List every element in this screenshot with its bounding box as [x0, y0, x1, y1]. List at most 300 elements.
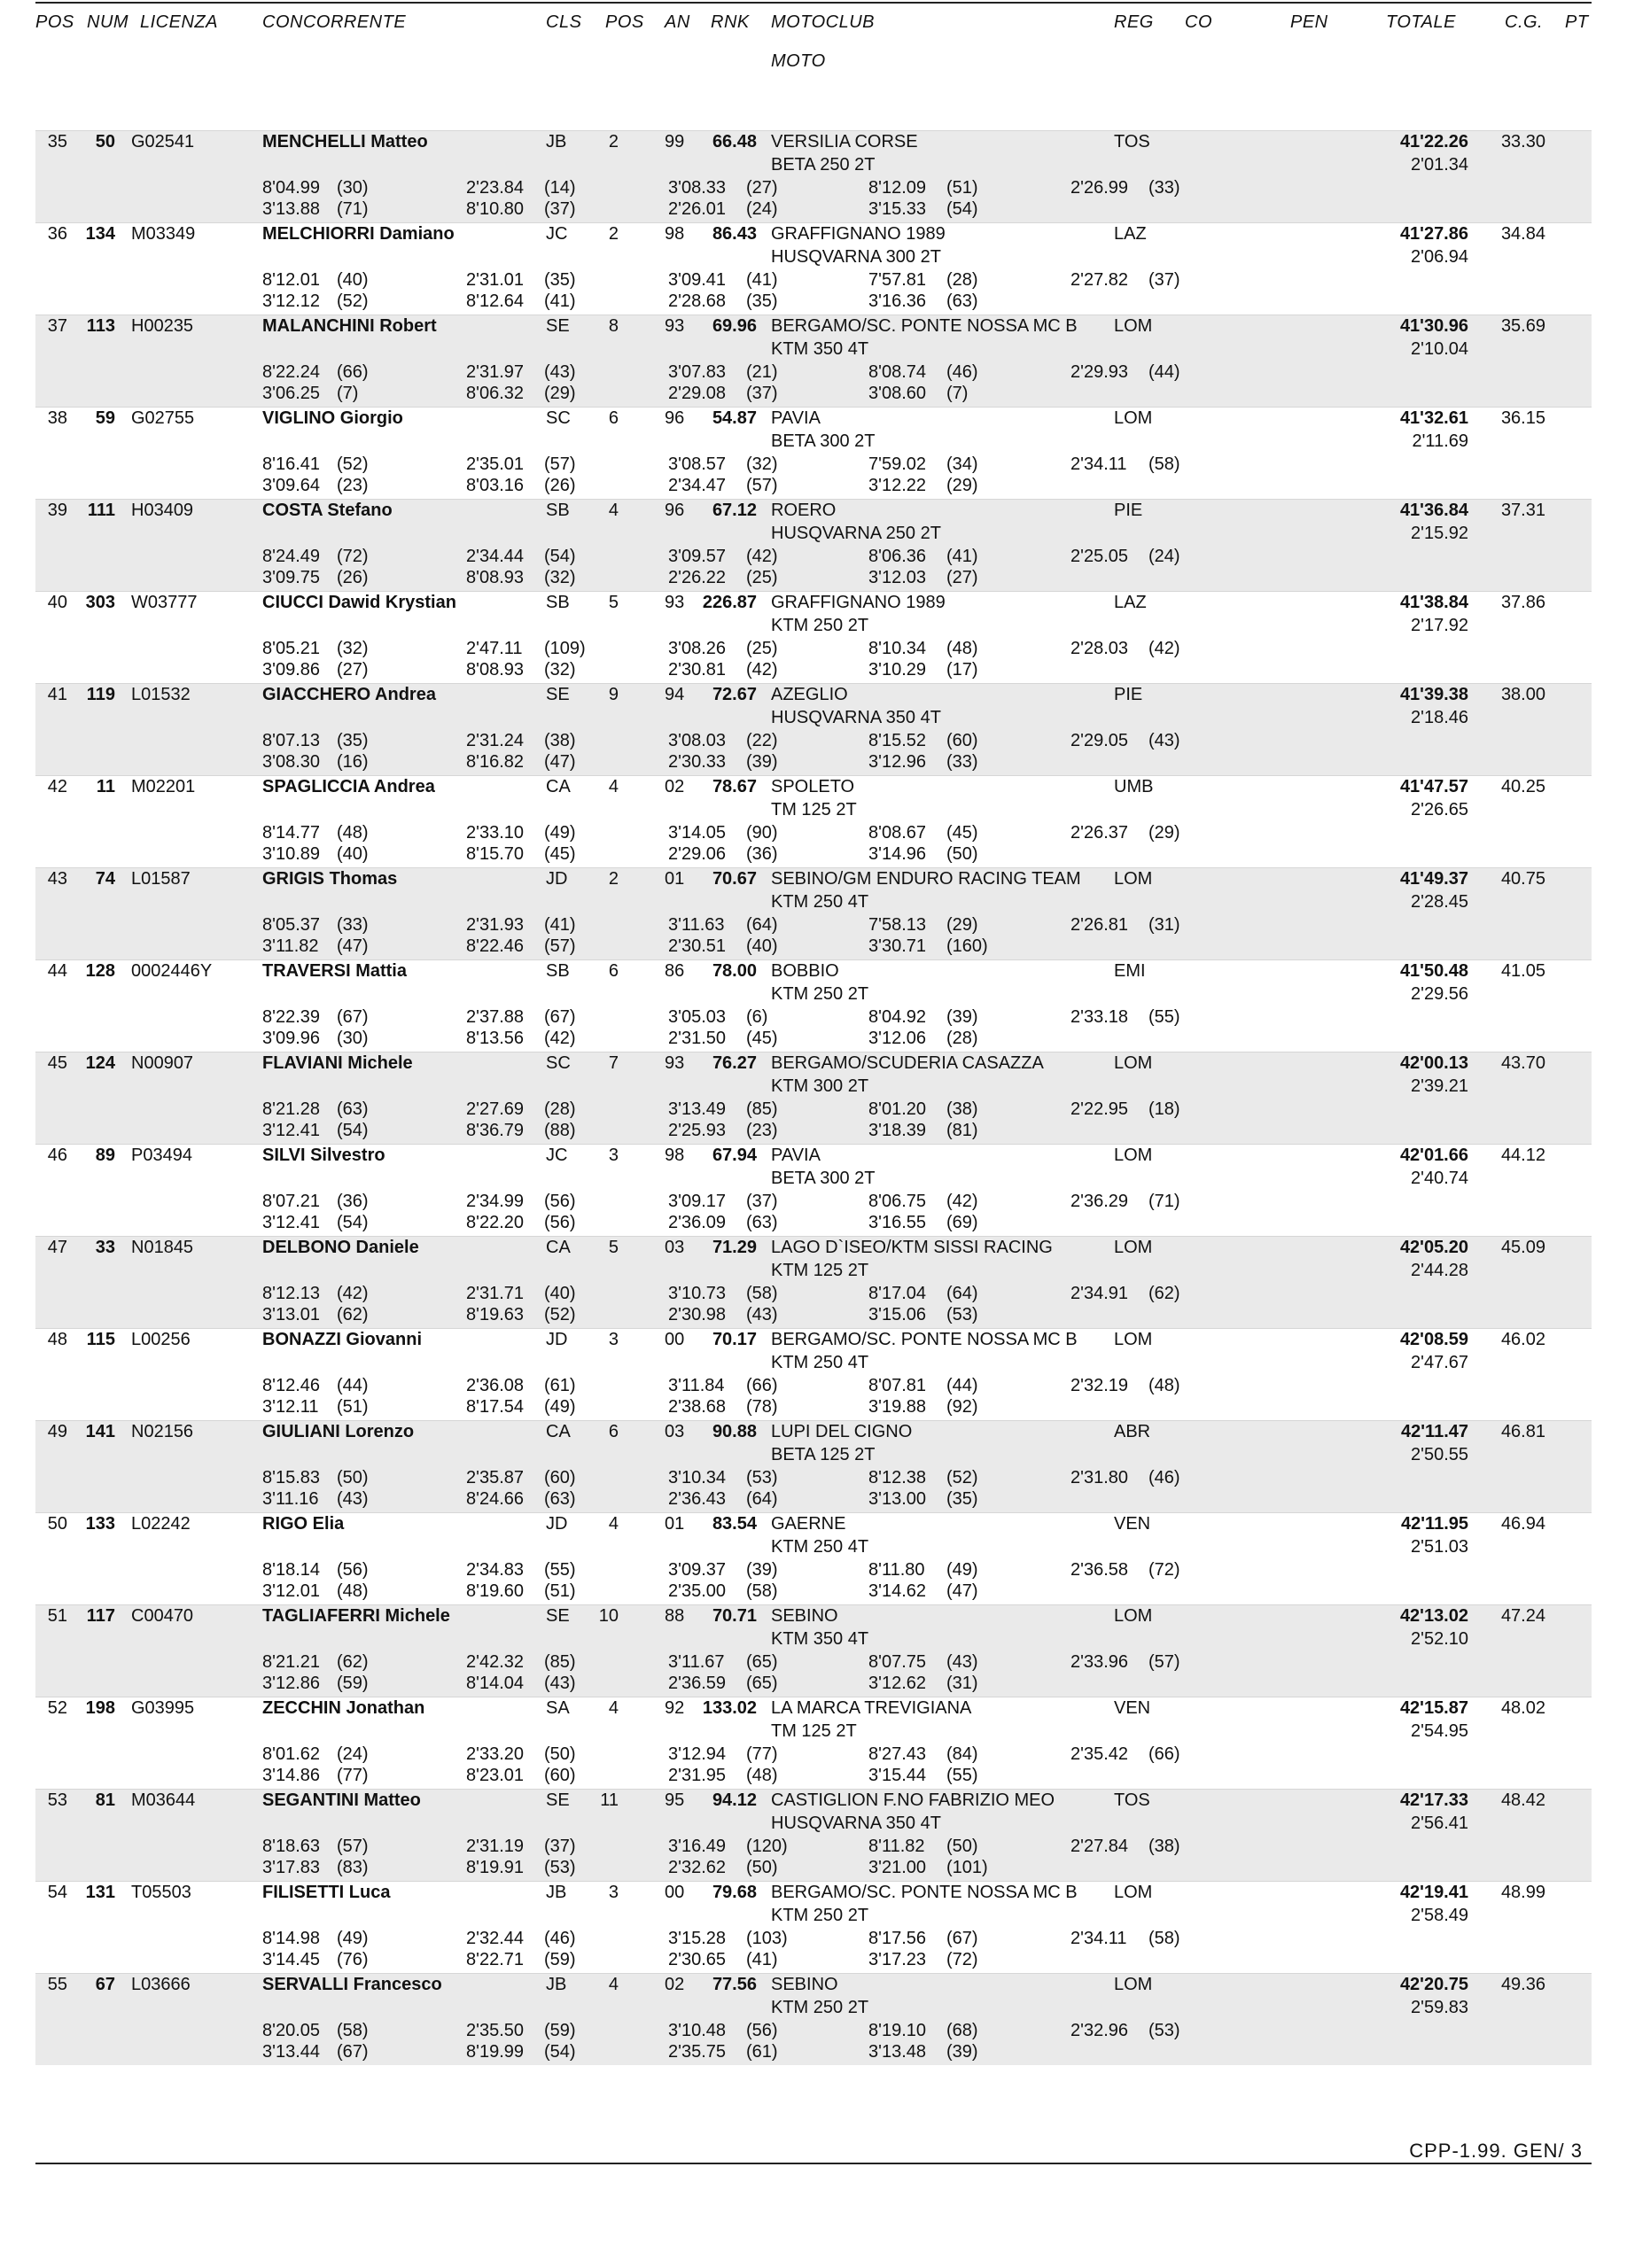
entry-name: FLAVIANI Michele — [262, 1053, 413, 1073]
entry-num: 11 — [96, 777, 115, 796]
split-rank: (101) — [946, 1858, 988, 1877]
entry-num: 59 — [95, 408, 115, 428]
entry-name: DELBONO Daniele — [262, 1238, 419, 1257]
entry-year: 02 — [665, 777, 685, 796]
entry-main-line — [0, 1422, 1627, 1445]
result-entry — [0, 499, 1627, 591]
entry-rank: 77.56 — [712, 1975, 757, 1994]
split-rank: (44) — [946, 1376, 978, 1395]
entry-class: SB — [546, 501, 570, 520]
split-rank: (21) — [746, 362, 778, 382]
entry-name: COSTA Stefano — [262, 501, 393, 520]
entry-cg: 38.00 — [1500, 685, 1545, 704]
entry-total: 41'38.84 — [1399, 593, 1468, 612]
entry-num: 89 — [95, 1146, 115, 1165]
entry-moto-line — [0, 616, 1627, 639]
entry-rank: 67.94 — [712, 1146, 757, 1165]
split-rank: (48) — [337, 1581, 369, 1601]
split-times-line-2 — [0, 199, 1627, 222]
entry-motoclub: BERGAMO/SC. PONTE NOSSA MC B — [771, 316, 1078, 336]
col-motoclub: MOTOCLUB — [771, 12, 875, 32]
split-time: 2'26.22 — [668, 568, 726, 587]
split-time: 3'17.23 — [868, 1950, 926, 1969]
split-time: 8'17.56 — [868, 1929, 926, 1948]
entry-rank: 71.29 — [712, 1238, 757, 1257]
entry-total: 42'01.66 — [1399, 1146, 1468, 1165]
split-rank: (32) — [544, 660, 576, 680]
split-time: 3'10.48 — [668, 2021, 726, 2040]
entry-total: 42'17.33 — [1399, 1790, 1468, 1810]
entry-rank: 76.27 — [712, 1053, 757, 1073]
entry-main-line — [0, 316, 1627, 339]
split-time: 2'28.03 — [1070, 639, 1128, 658]
entry-rank: 66.48 — [712, 132, 757, 151]
entry-rank: 78.00 — [712, 961, 757, 981]
entry-pos: 38 — [47, 408, 67, 428]
entry-rank: 133.02 — [702, 1698, 757, 1718]
split-rank: (34) — [946, 454, 978, 474]
split-rank: (57) — [1148, 1652, 1180, 1672]
split-rank: (58) — [746, 1581, 778, 1601]
entry-rank: 67.12 — [712, 501, 757, 520]
split-time: 3'12.01 — [262, 1581, 320, 1601]
entry-main-line — [0, 961, 1627, 984]
entry-main-line — [0, 1883, 1627, 1906]
entry-total: 42'11.47 — [1401, 1422, 1468, 1441]
split-time: 3'21.00 — [868, 1858, 926, 1877]
split-time: 2'36.58 — [1070, 1560, 1128, 1580]
split-rank: (28) — [544, 1099, 576, 1119]
split-rank: (32) — [544, 568, 576, 587]
split-rank: (25) — [746, 568, 778, 587]
split-times-line-2 — [0, 844, 1627, 867]
entry-total: 42'13.02 — [1399, 1606, 1468, 1626]
split-time: 8'17.54 — [466, 1397, 524, 1417]
entry-main-line — [0, 1238, 1627, 1261]
entry-motoclub: SEBINO — [771, 1606, 838, 1626]
split-time: 2'31.80 — [1070, 1468, 1128, 1487]
split-rank: (57) — [544, 936, 576, 956]
split-rank: (35) — [544, 270, 576, 290]
split-time: 3'11.63 — [668, 915, 725, 935]
result-entry — [0, 1697, 1627, 1789]
split-rank: (83) — [337, 1858, 369, 1877]
col-rnk: RNK — [711, 12, 750, 32]
entry-gap: 2'52.10 — [1411, 1629, 1468, 1649]
entry-moto-line — [0, 1353, 1627, 1376]
entry-moto: TM 125 2T — [771, 1721, 857, 1741]
split-rank: (50) — [544, 1744, 576, 1764]
split-rank: (52) — [946, 1468, 978, 1487]
split-rank: (50) — [337, 1468, 369, 1487]
split-rank: (45) — [544, 844, 576, 864]
entry-gap: 2'39.21 — [1411, 1076, 1468, 1096]
entry-class-pos: 3 — [608, 1146, 619, 1165]
split-times-line-2 — [0, 660, 1627, 683]
split-times-line-1 — [0, 1468, 1627, 1491]
split-time: 3'06.25 — [262, 384, 320, 403]
entry-motoclub: VERSILIA CORSE — [771, 132, 918, 151]
entry-gap: 2'47.67 — [1411, 1353, 1468, 1372]
split-times-line-2 — [0, 1674, 1627, 1697]
split-time: 2'36.08 — [466, 1376, 524, 1395]
entry-gap: 2'51.03 — [1411, 1537, 1468, 1557]
column-header-row — [0, 12, 1627, 39]
split-time: 8'22.46 — [466, 936, 524, 956]
entry-region: EMI — [1114, 961, 1146, 981]
split-rank: (77) — [746, 1744, 778, 1764]
split-rank: (52) — [544, 1305, 576, 1324]
entry-gap: 2'15.92 — [1411, 524, 1468, 543]
result-entry — [0, 130, 1627, 222]
split-rank: (60) — [544, 1468, 576, 1487]
entry-moto-line — [0, 155, 1627, 178]
entry-moto-line — [0, 524, 1627, 547]
split-times-line-1 — [0, 362, 1627, 385]
split-times-line-2 — [0, 936, 1627, 959]
split-time: 8'12.13 — [262, 1284, 320, 1303]
split-rank: (65) — [746, 1652, 778, 1672]
entry-moto-line — [0, 708, 1627, 731]
split-rank: (43) — [1148, 731, 1180, 750]
split-time: 2'35.01 — [466, 454, 524, 474]
split-times-line-2 — [0, 476, 1627, 499]
split-time: 3'14.05 — [668, 823, 726, 843]
entry-pos: 36 — [47, 224, 67, 244]
entry-name: ZECCHIN Jonathan — [262, 1698, 425, 1718]
split-time: 3'14.86 — [262, 1766, 320, 1785]
split-time: 3'11.67 — [668, 1652, 725, 1672]
entry-moto: HUSQVARNA 350 4T — [771, 1814, 941, 1833]
split-time: 3'14.96 — [868, 844, 926, 864]
entry-moto: BETA 125 2T — [771, 1445, 876, 1464]
split-rank: (48) — [746, 1766, 778, 1785]
split-rank: (103) — [746, 1929, 788, 1948]
entry-total: 42'19.41 — [1399, 1883, 1468, 1902]
entry-cg: 36.15 — [1500, 408, 1545, 428]
entry-num: 198 — [85, 1698, 115, 1718]
split-time: 8'22.24 — [262, 362, 320, 382]
split-rank: (31) — [946, 1674, 978, 1693]
entry-rank: 79.68 — [712, 1883, 757, 1902]
entry-region: LOM — [1114, 1238, 1153, 1257]
top-rule — [35, 2, 1592, 4]
split-rank: (37) — [544, 1837, 576, 1856]
entry-cg: 34.84 — [1500, 224, 1545, 244]
split-rank: (23) — [337, 476, 369, 495]
col-pen: PEN — [1290, 12, 1328, 32]
entry-licence: L02242 — [131, 1514, 191, 1534]
entry-cg: 40.75 — [1500, 869, 1545, 889]
entry-year: 99 — [665, 132, 685, 151]
entry-class: SE — [546, 685, 570, 704]
entry-licence: M03349 — [131, 224, 196, 244]
split-time: 8'24.49 — [262, 547, 320, 566]
split-time: 3'12.86 — [262, 1674, 320, 1693]
entry-name: SERVALLI Francesco — [262, 1975, 442, 1994]
split-time: 8'19.10 — [868, 2021, 926, 2040]
entry-licence: C00470 — [131, 1606, 194, 1626]
entry-year: 03 — [665, 1238, 685, 1257]
col-cls: CLS — [546, 12, 582, 32]
entry-region: LAZ — [1114, 224, 1147, 244]
split-rank: (33) — [337, 915, 369, 935]
entry-class: SC — [546, 1053, 571, 1073]
split-rank: (29) — [946, 915, 978, 935]
split-rank: (37) — [1148, 270, 1180, 290]
split-rank: (43) — [746, 1305, 778, 1324]
entry-motoclub: GRAFFIGNANO 1989 — [771, 224, 946, 244]
split-rank: (38) — [1148, 1837, 1180, 1856]
entry-motoclub: BERGAMO/SC. PONTE NOSSA MC B — [771, 1330, 1078, 1349]
col-concorrente: CONCORRENTE — [262, 12, 407, 32]
split-time: 2'34.11 — [1070, 1929, 1127, 1948]
entry-class-pos: 9 — [608, 685, 619, 704]
entry-num: 113 — [86, 316, 115, 336]
result-entry — [0, 1512, 1627, 1604]
split-rank: (39) — [946, 2042, 978, 2062]
entry-cg: 45.09 — [1500, 1238, 1545, 1257]
entry-cg: 37.86 — [1500, 593, 1545, 612]
entry-total: 42'08.59 — [1399, 1330, 1468, 1349]
split-rank: (44) — [1148, 362, 1180, 382]
entry-num: 303 — [85, 593, 115, 612]
split-times-line-2 — [0, 1305, 1627, 1328]
split-time: 2'33.96 — [1070, 1652, 1128, 1672]
entry-moto: KTM 300 2T — [771, 1076, 869, 1096]
split-time: 8'07.75 — [868, 1652, 926, 1672]
split-rank: (46) — [946, 362, 978, 382]
split-rank: (53) — [1148, 2021, 1180, 2040]
split-time: 7'57.81 — [868, 270, 926, 290]
split-time: 8'21.21 — [262, 1652, 320, 1672]
split-time: 2'28.68 — [668, 291, 726, 311]
entry-pos: 51 — [47, 1606, 67, 1626]
col-licenza: LICENZA — [140, 12, 218, 32]
entry-rank: 70.71 — [712, 1606, 757, 1626]
entry-gap: 2'01.34 — [1411, 155, 1468, 175]
split-rank: (29) — [544, 384, 576, 403]
split-time: 8'22.39 — [262, 1007, 320, 1027]
entry-class-pos: 4 — [608, 1514, 619, 1534]
split-rank: (48) — [337, 823, 369, 843]
split-time: 2'33.18 — [1070, 1007, 1128, 1027]
split-rank: (78) — [746, 1397, 778, 1417]
split-rank: (42) — [746, 660, 778, 680]
split-time: 3'09.57 — [668, 547, 726, 566]
entry-num: 134 — [85, 224, 115, 244]
split-rank: (64) — [946, 1284, 978, 1303]
split-time: 2'31.50 — [668, 1029, 726, 1048]
split-rank: (41) — [746, 1950, 778, 1969]
split-rank: (18) — [1148, 1099, 1180, 1119]
result-entry — [0, 867, 1627, 959]
entry-num: 124 — [85, 1053, 115, 1073]
entry-cg: 46.94 — [1500, 1514, 1545, 1534]
entry-class-pos: 3 — [608, 1330, 619, 1349]
split-time: 8'22.20 — [466, 1213, 524, 1232]
split-time: 3'15.44 — [868, 1766, 926, 1785]
split-rank: (67) — [337, 2042, 369, 2062]
split-time: 3'12.06 — [868, 1029, 926, 1048]
split-rank: (47) — [337, 936, 369, 956]
split-rank: (36) — [337, 1192, 369, 1211]
split-rank: (48) — [946, 639, 978, 658]
split-time: 2'35.75 — [668, 2042, 726, 2062]
split-rank: (76) — [337, 1950, 369, 1969]
entry-num: 67 — [95, 1975, 115, 1994]
entry-gap: 2'28.45 — [1411, 892, 1468, 912]
entry-class-pos: 2 — [608, 224, 619, 244]
entry-cg: 40.25 — [1500, 777, 1545, 796]
split-rank: (7) — [946, 384, 969, 403]
split-rank: (51) — [946, 178, 978, 198]
split-rank: (60) — [946, 731, 978, 750]
entry-pos: 54 — [47, 1883, 67, 1902]
entry-pos: 37 — [47, 316, 67, 336]
entry-licence: W03777 — [131, 593, 198, 612]
entry-moto: HUSQVARNA 250 2T — [771, 524, 941, 543]
split-time: 3'19.88 — [868, 1397, 926, 1417]
split-rank: (41) — [946, 547, 978, 566]
split-rank: (85) — [544, 1652, 576, 1672]
entry-name: SILVI Silvestro — [262, 1146, 385, 1165]
entry-total: 41'22.26 — [1399, 132, 1468, 151]
split-time: 2'34.44 — [466, 547, 524, 566]
split-rank: (66) — [746, 1376, 778, 1395]
split-time: 8'14.98 — [262, 1929, 320, 1948]
split-time: 3'11.84 — [668, 1376, 725, 1395]
split-time: 8'05.37 — [262, 915, 320, 935]
result-entry — [0, 1881, 1627, 1973]
split-time: 3'17.83 — [262, 1858, 320, 1877]
split-time: 2'29.05 — [1070, 731, 1128, 750]
split-rank: (54) — [544, 2042, 576, 2062]
split-rank: (29) — [946, 476, 978, 495]
split-time: 2'32.96 — [1070, 2021, 1128, 2040]
split-time: 2'32.44 — [466, 1929, 524, 1948]
split-rank: (59) — [544, 1950, 576, 1969]
split-time: 2'26.37 — [1070, 823, 1128, 843]
split-rank: (37) — [746, 384, 778, 403]
entry-moto-line — [0, 1814, 1627, 1837]
split-time: 3'09.75 — [262, 568, 320, 587]
entry-num: 133 — [85, 1514, 115, 1534]
split-time: 2'30.51 — [668, 936, 726, 956]
split-rank: (84) — [946, 1744, 978, 1764]
entry-year: 93 — [665, 316, 685, 336]
entry-licence: H03409 — [131, 501, 194, 520]
split-rank: (50) — [946, 1837, 978, 1856]
split-time: 2'35.50 — [466, 2021, 524, 2040]
entry-year: 03 — [665, 1422, 685, 1441]
entry-motoclub: PAVIA — [771, 408, 821, 428]
split-time: 8'21.28 — [262, 1099, 320, 1119]
entry-class: JD — [546, 1514, 568, 1534]
col-an: AN — [665, 12, 690, 32]
split-times-line-2 — [0, 384, 1627, 407]
split-rank: (49) — [946, 1560, 978, 1580]
entry-motoclub: LAGO D`ISEO/KTM SISSI RACING — [771, 1238, 1053, 1257]
split-time: 3'13.00 — [868, 1489, 926, 1509]
entry-rank: 72.67 — [712, 685, 757, 704]
split-rank: (58) — [1148, 1929, 1180, 1948]
entry-moto: KTM 250 2T — [771, 984, 869, 1004]
split-time: 2'31.19 — [466, 1837, 524, 1856]
entry-region: LAZ — [1114, 593, 1147, 612]
split-rank: (53) — [544, 1858, 576, 1877]
entry-cg: 48.99 — [1500, 1883, 1545, 1902]
entry-rank: 54.87 — [712, 408, 757, 428]
entry-motoclub: BERGAMO/SCUDERIA CASAZZA — [771, 1053, 1044, 1073]
entry-gap: 2'54.95 — [1411, 1721, 1468, 1741]
split-time: 3'12.11 — [262, 1397, 319, 1417]
entry-motoclub: SEBINO — [771, 1975, 838, 1994]
split-time: 8'04.92 — [868, 1007, 926, 1027]
col-reg: REG — [1114, 12, 1154, 32]
entry-main-line — [0, 1330, 1627, 1353]
split-time: 8'01.20 — [868, 1099, 926, 1119]
entry-name: FILISETTI Luca — [262, 1883, 391, 1902]
result-entry — [0, 1328, 1627, 1420]
split-rank: (66) — [337, 362, 369, 382]
entry-class-pos: 7 — [608, 1053, 619, 1073]
entry-class: JC — [546, 1146, 568, 1165]
split-rank: (43) — [544, 1674, 576, 1693]
split-rank: (37) — [746, 1192, 778, 1211]
split-time: 3'09.37 — [668, 1560, 726, 1580]
split-rank: (63) — [337, 1099, 369, 1119]
split-time: 3'07.83 — [668, 362, 726, 382]
split-time: 8'05.21 — [262, 639, 320, 658]
entry-cg: 43.70 — [1500, 1053, 1545, 1073]
split-time: 2'26.01 — [668, 199, 726, 219]
split-rank: (49) — [544, 823, 576, 843]
entry-region: PIE — [1114, 501, 1143, 520]
split-rank: (42) — [946, 1192, 978, 1211]
entry-name: MALANCHINI Robert — [262, 316, 437, 336]
split-rank: (32) — [337, 639, 369, 658]
split-time: 3'12.22 — [868, 476, 926, 495]
entry-moto-line — [0, 1076, 1627, 1099]
entry-year: 94 — [665, 685, 685, 704]
split-times-line-1 — [0, 1929, 1627, 1952]
entry-num: 128 — [85, 961, 115, 981]
split-rank: (46) — [544, 1929, 576, 1948]
split-time: 8'07.21 — [262, 1192, 320, 1211]
entry-motoclub: AZEGLIO — [771, 685, 848, 704]
entry-name: TAGLIAFERRI Michele — [262, 1606, 450, 1626]
entry-pos: 52 — [47, 1698, 67, 1718]
entry-name: GIACCHERO Andrea — [262, 685, 436, 704]
entry-gap: 2'44.28 — [1411, 1261, 1468, 1280]
entry-licence: G02541 — [131, 132, 195, 151]
split-times-line-1 — [0, 731, 1627, 754]
entry-region: LOM — [1114, 869, 1153, 889]
entry-moto-line — [0, 1445, 1627, 1468]
split-rank: (58) — [337, 2021, 369, 2040]
split-time: 8'06.75 — [868, 1192, 926, 1211]
split-rank: (52) — [337, 291, 369, 311]
entry-main-line — [0, 408, 1627, 431]
split-time: 3'08.26 — [668, 639, 726, 658]
col-cg: C.G. — [1505, 12, 1544, 32]
split-time: 3'08.30 — [262, 752, 320, 772]
split-rank: (120) — [746, 1837, 788, 1856]
result-entry — [0, 775, 1627, 867]
entry-name: TRAVERSI Mattia — [262, 961, 407, 981]
split-rank: (40) — [746, 936, 778, 956]
